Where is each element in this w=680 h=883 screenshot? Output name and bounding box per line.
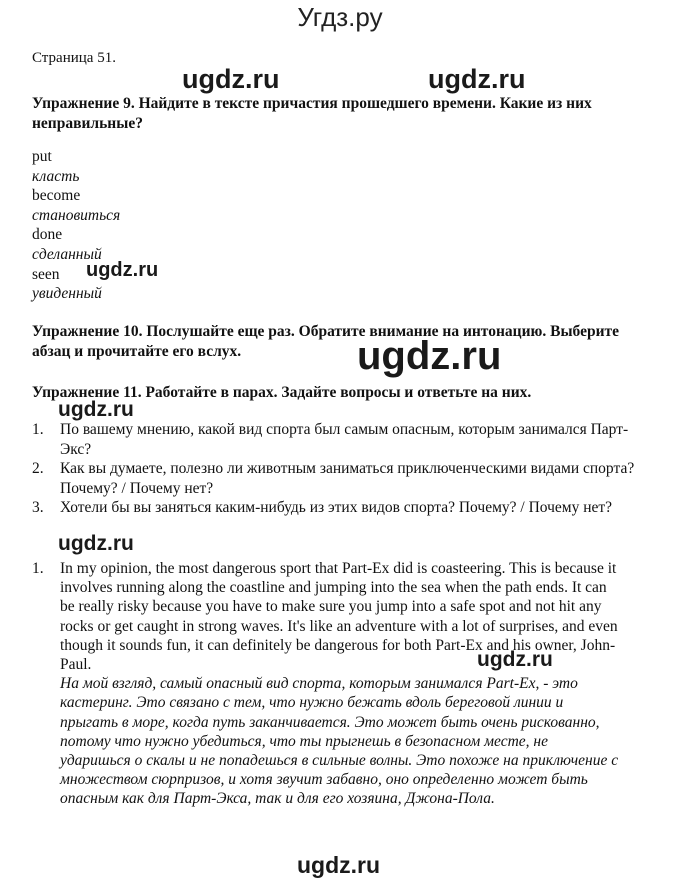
word-translation: сделанный <box>32 245 102 263</box>
watermark: ugdz.ru <box>477 648 553 671</box>
answer-english-text: In my opinion, the most dangerous sport that Part-Ex did is coasteering. This is because it involves running along the coastline and jumping into the sea when the path ends. It can be really risky because you have to make sure you jump into a safe spot and not hit any rocks or get caught in strong waves. It's like an adventure with a lot of surprises, and even though it sounds fun, it can definitely be dangerous for both Part-Ex and his owner, John-Paul. <box>60 560 618 674</box>
list-item <box>32 459 642 498</box>
word-english: seen <box>32 265 60 283</box>
word-translation: становиться <box>32 206 121 224</box>
question-number: 3. <box>32 499 44 516</box>
answer-russian-translation: На мой взгляд, самый опасный вид спорта, которым занимался Part-Ex, - это кастеринг. Это связано с тем, что нужно бежать вдоль береговой линии и прыгать в море, когда путь заканчивается. Это может быть очень рискованно, потому что нужно убедиться, что ты прыгнешь в безопасном месте, не ударишься о скалы и не попадешься в сильные волны. Это похоже на приключение с множеством сюрпризов, и хотя звучит забавно, оно определенно может быть опасным как для Парт-Экса, так и для его хозяина, Джона-Пола. <box>60 675 619 808</box>
list-item <box>32 498 642 518</box>
question-number: 1. <box>32 421 44 438</box>
question-text: Как вы думаете, полезно ли животным заниматься приключенческими видами спорта? Почему? / Почему нет? <box>60 460 635 497</box>
watermark: ugdz.ru <box>357 334 502 378</box>
list-item <box>32 420 642 459</box>
watermark: ugdz.ru <box>58 398 134 421</box>
watermark: ugdz.ru <box>86 259 159 281</box>
exercise-9-title: Упражнение 9. Найдите в тексте причастия прошедшего времени. Какие из них неправильные? <box>32 95 592 132</box>
word-translation: увиденный <box>32 285 102 303</box>
watermark: ugdz.ru <box>297 852 381 878</box>
site-title[interactable]: Угдз.ру <box>297 2 383 32</box>
page-label: Страница 51. <box>32 50 116 66</box>
watermark: ugdz.ru <box>58 532 134 555</box>
exercise-11-answer <box>32 559 622 809</box>
watermark: ugdz.ru <box>428 64 526 94</box>
exercise-11-question-list <box>32 420 642 518</box>
watermark: ugdz.ru <box>182 64 280 94</box>
word-translation: класть <box>32 167 80 185</box>
word-english: put <box>32 148 52 165</box>
exercise-9-word-list <box>32 147 120 304</box>
list-item <box>32 559 622 809</box>
exercise-10-title: Упражнение 10. Послушайте еще раз. Обратите внимание на интонацию. Выберите абзац и прочитайте его вслух. <box>32 323 620 360</box>
question-text: По вашему мнению, какой вид спорта был самым опасным, которым занимался Парт-Экс? <box>60 421 629 458</box>
question-number: 2. <box>32 460 44 477</box>
question-text: Хотели бы вы заняться каким-нибудь из этих видов спорта? Почему? / Почему нет? <box>60 499 613 516</box>
word-english: become <box>32 187 81 205</box>
word-english: done <box>32 226 63 244</box>
exercise-11-title: Упражнение 11. Работайте в парах. Задайте вопросы и ответьте на них. <box>32 384 532 401</box>
answer-number: 1. <box>32 560 44 577</box>
